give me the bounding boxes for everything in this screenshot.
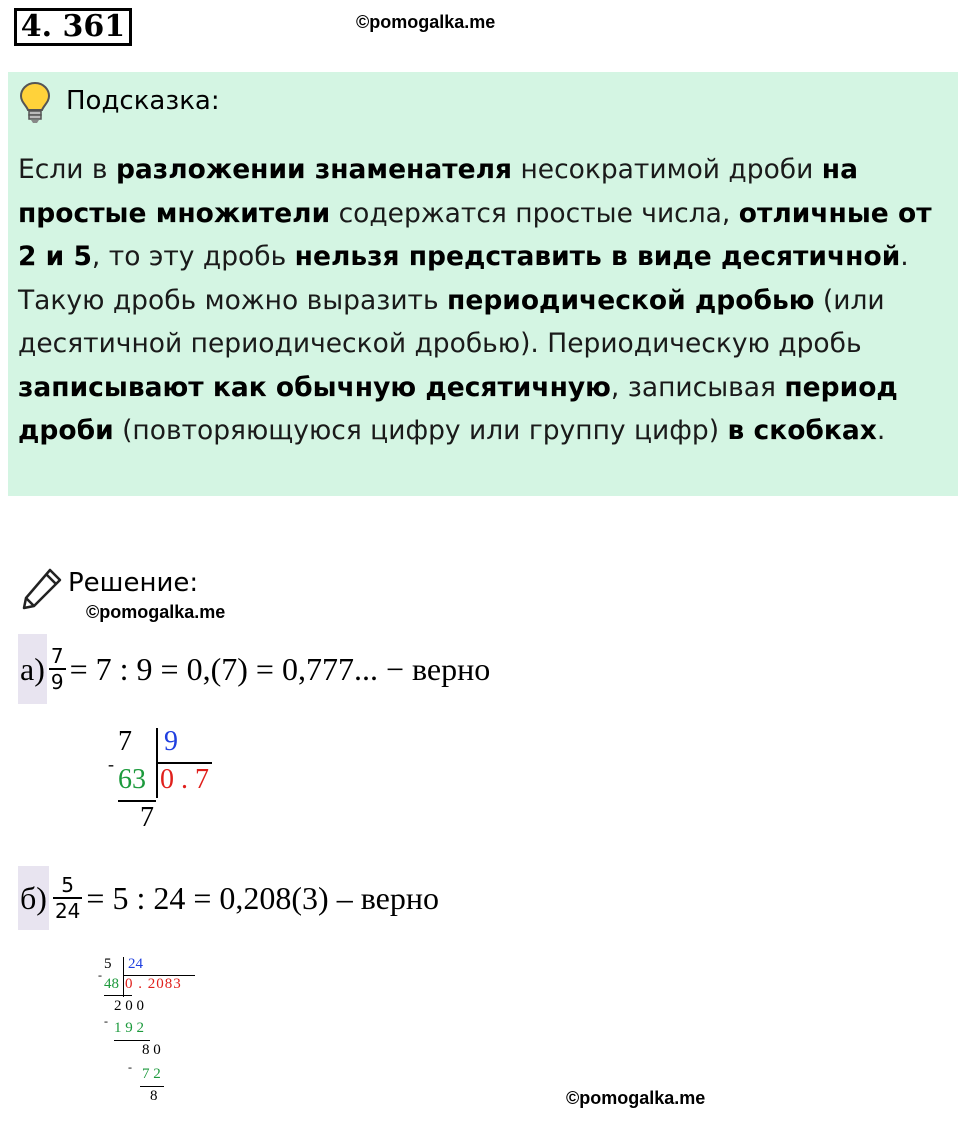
hint-bold-segment: нельзя представить в виде десятичной (294, 241, 901, 272)
watermark-solution: ©pomogalka.me (86, 602, 226, 622)
watermark-top: ©pomogalka.me (356, 12, 496, 32)
division-b-minus-1: - (98, 968, 102, 982)
part-a-line (18, 634, 490, 704)
hint-text-segment: (повторяющуюся цифру или группу цифр) (113, 415, 728, 446)
division-b-minus-2: - (104, 1014, 108, 1028)
hint-text-segment: несократимой дроби (512, 154, 822, 185)
hint-title: Подсказка: (66, 86, 220, 116)
pencil-icon (20, 566, 64, 612)
hint-text-segment: содержатся простые числа, (330, 197, 739, 229)
division-b-dividend: 5 (104, 956, 112, 972)
part-b-expression: = 5 : 24 = 0,208(3) – верно (86, 879, 439, 916)
division-b-underline-3 (140, 1086, 164, 1087)
hint-text-segment: Если в (18, 154, 116, 185)
division-b-minus-3: - (128, 1060, 132, 1074)
division-a-remainder: 7 (140, 802, 154, 833)
hint-bold-segment: разложении знаменателя (115, 154, 513, 185)
division-a-quotient: 0 . 7 (160, 764, 209, 795)
hint-bold-segment: период дроби (18, 371, 898, 446)
division-b-remainder-2: 8 0 (142, 1042, 161, 1058)
division-b-subtract-3: 7 2 (142, 1066, 161, 1082)
division-b-subtract-1: 48 (104, 976, 119, 992)
solution-title: Решение: (68, 568, 199, 598)
part-a-fraction (49, 644, 66, 694)
part-b-fraction (53, 873, 82, 923)
division-b-divisor: 24 (128, 956, 143, 972)
division-b-remainder-1: 2 0 0 (114, 998, 144, 1014)
hint-text-segment: , то эту дробь (91, 241, 295, 272)
lightbulb-icon (18, 80, 52, 124)
part-a-numerator: 7 (50, 644, 64, 668)
hint-bold-segment: отличные от 2 и 5 (18, 197, 932, 272)
watermark-bottom: ©pomogalka.me (566, 1088, 706, 1108)
hint-text-segment: . Такую дробь можно выразить (18, 241, 909, 316)
part-b-denominator: 24 (54, 899, 81, 923)
hint-bold-segment: записывают как обычную десятичную (18, 371, 611, 403)
hint-text-segment: (или десятичной периодической дробью). Периодическую дробь (18, 284, 885, 359)
part-b-label: б) (18, 866, 49, 930)
division-a-minus: - (108, 754, 114, 774)
part-a-label: а) (18, 634, 47, 704)
division-b-vertical-line (123, 957, 124, 997)
division-a-dividend: 7 (118, 726, 132, 757)
part-b-long-division (96, 956, 206, 1116)
division-b-quotient: 0 . 2083 (125, 976, 182, 992)
division-b-subtract-2: 1 9 2 (114, 1020, 144, 1036)
part-a-denominator: 9 (50, 670, 64, 694)
hint-bold-segment: периодической дробью (447, 284, 815, 316)
hint-text-segment: , записывая (610, 371, 785, 403)
hint-bold-segment: в скобках (727, 415, 877, 446)
division-b-remainder-3: 8 (150, 1088, 158, 1104)
division-b-underline-2 (114, 1040, 150, 1041)
part-b-line (18, 866, 439, 930)
hint-text (18, 148, 948, 453)
part-b-numerator: 5 (53, 873, 82, 899)
task-number: 4. 361 (14, 8, 132, 46)
division-a-subtract: 63 (118, 764, 146, 795)
part-a-expression: = 7 : 9 = 0,(7) = 0,777... − верно (69, 650, 491, 687)
part-a-long-division (108, 726, 228, 838)
hint-text-segment: . (876, 415, 886, 446)
division-a-divisor: 9 (164, 726, 178, 757)
hint-bold-segment: на простые множители (18, 154, 858, 229)
division-b-underline-1 (104, 995, 132, 996)
